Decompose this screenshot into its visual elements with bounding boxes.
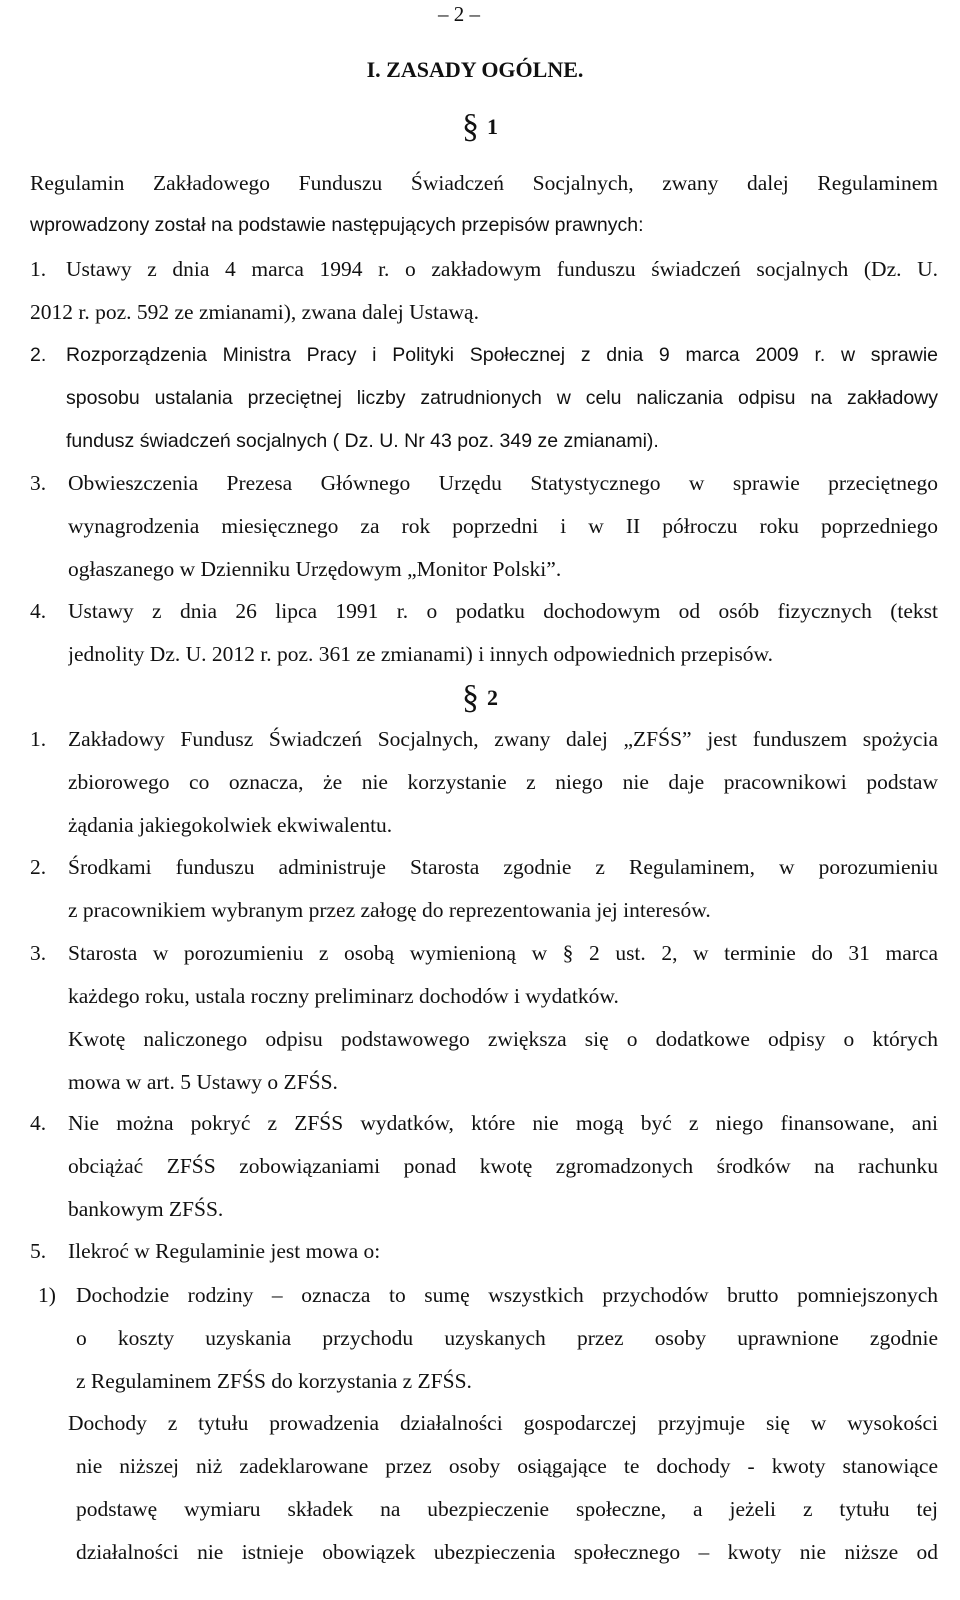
list-item: [30, 248, 938, 334]
text-line: ogłaszanego w Dzienniku Urzędowym „Monitor Polski”.: [68, 557, 562, 581]
paragraph-symbol: §: [462, 679, 479, 716]
text-line: 2012 r. poz. 592 ze zmianami), zwana dalej Ustawą.: [30, 300, 479, 324]
text-line: każdego roku, ustala roczny preliminarz dochodów i wydatków.: [68, 984, 619, 1008]
list-item: [30, 462, 938, 591]
text-line: Zakładowy Fundusz Świadczeń Socjalnych, zwany dalej „ZFŚS” jest funduszem spożycia: [68, 727, 938, 751]
item-number: 1.: [30, 727, 47, 751]
text-line: obciążać ZFŚS zobowiązaniami ponad kwotę zgromadzonych środków na rachunku: [68, 1154, 938, 1178]
text-line: Dochody z tytułu prowadzenia działalności gospodarczej przyjmuje się w wysokości: [68, 1411, 938, 1435]
text-line: Rozporządzenia Ministra Pracy i Polityki Społecznej z dnia 9 marca 2009 r. w sprawie: [66, 344, 938, 366]
item-number: 4.: [30, 599, 47, 623]
text-line: działalności nie istnieje obowiązek ubezpieczenia społecznego – kwoty nie niższe od: [76, 1540, 938, 1564]
text-line: o koszty uzyskania przychodu uzyskanych przez osoby uprawnione zgodnie: [76, 1326, 938, 1350]
text-line: Obwieszczenia Prezesa Głównego Urzędu Statystycznego w sprawie przeciętnego: [68, 471, 938, 495]
sub-list-continuation: [68, 1402, 938, 1445]
list-item: [30, 932, 938, 1104]
text-line: sposobu ustalania przeciętnej liczby zatrudnionych w celu naliczania odpisu na zakładowy: [66, 387, 938, 409]
text-line: fundusz świadczeń socjalnych ( Dz. U. Nr 43 poz. 349 ze zmianami).: [66, 430, 659, 452]
item-number: 1.: [30, 257, 47, 281]
text-line: zbiorowego co oznacza, że nie korzystanie z niego nie daje pracownikowi podstaw: [68, 770, 938, 794]
item-number: 5.: [30, 1239, 47, 1263]
text-line: Ustawy z dnia 26 lipca 1991 r. o podatku dochodowym od osób fizycznych (tekst: [68, 599, 938, 623]
subitem-number: 1): [38, 1283, 56, 1307]
list-item: [30, 1230, 938, 1273]
text-line: Regulamin Zakładowego Funduszu Świadczeń Socjalnych, zwany dalej Regulaminem: [30, 171, 938, 195]
list-item: [30, 1102, 938, 1231]
section-number: 1: [487, 114, 498, 139]
text-line: Kwotę naliczonego odpisu podstawowego zwiększa się o dodatkowe odpisy o których: [68, 1027, 938, 1051]
item-number: 2.: [30, 855, 47, 879]
text-line: Nie można pokryć z ZFŚS wydatków, które nie mogą być z niego finansowane, ani: [68, 1111, 938, 1135]
chapter-title: I. ZASADY OGÓLNE.: [366, 57, 584, 82]
list-item: [30, 846, 938, 932]
text-line: wynagrodzenia miesięcznego za rok poprzedni i w II półroczu roku poprzedniego: [68, 514, 938, 538]
item-number: 2.: [30, 344, 47, 366]
text-line: nie niższej niż zadeklarowane przez osoby osiągające te dochody - kwoty stanowiące: [76, 1454, 938, 1478]
item-number: 4.: [30, 1111, 47, 1135]
text-line: Ustawy z dnia 4 marca 1994 r. o zakładowym funduszu świadczeń socjalnych (Dz. U.: [66, 257, 938, 281]
list-item: [30, 718, 938, 847]
text-line: Dochodzie rodziny – oznacza to sumę wszystkich przychodów brutto pomniejszonych: [76, 1283, 938, 1307]
text-line: podstawę wymiaru składek na ubezpieczenie społeczne, a jeżeli z tytułu tej: [76, 1497, 938, 1521]
list-item: [30, 334, 938, 463]
paragraph-symbol: §: [462, 108, 479, 145]
text-line: mowa w art. 5 Ustawy o ZFŚS.: [68, 1070, 338, 1094]
page-number: – 2 –: [438, 2, 480, 26]
sub-list-continuation-body: [76, 1445, 938, 1574]
item-number: 3.: [30, 471, 47, 495]
text-line: wprowadzony został na podstawie następujących przepisów prawnych:: [30, 214, 644, 236]
section-number: 2: [487, 685, 498, 710]
text-line: Ilekroć w Regulaminie jest mowa o:: [68, 1239, 381, 1263]
text-line: bankowym ZFŚS.: [68, 1197, 224, 1221]
text-line: z pracownikiem wybranym przez załogę do reprezentowania jej interesów.: [68, 898, 711, 922]
list-item: [30, 590, 938, 676]
sub-list-item: [38, 1274, 938, 1403]
text-line: Środkami funduszu administruje Starosta zgodnie z Regulaminem, w porozumieniu: [68, 855, 938, 879]
section-1-intro: [30, 162, 938, 205]
section-heading-1: [0, 108, 960, 145]
text-line: z Regulaminem ZFŚS do korzystania z ZFŚS.: [76, 1369, 472, 1393]
text-line: jednolity Dz. U. 2012 r. poz. 361 ze zmianami) i innych odpowiednich przepisów.: [68, 642, 773, 666]
item-number: 3.: [30, 941, 47, 965]
text-line: żądania jakiegokolwiek ekwiwalentu.: [68, 813, 393, 837]
section-heading-2: [0, 679, 960, 716]
text-line: Starosta w porozumieniu z osobą wymienioną w § 2 ust. 2, w terminie do 31 marca: [68, 941, 938, 965]
section-1-intro-line2: [30, 204, 938, 247]
